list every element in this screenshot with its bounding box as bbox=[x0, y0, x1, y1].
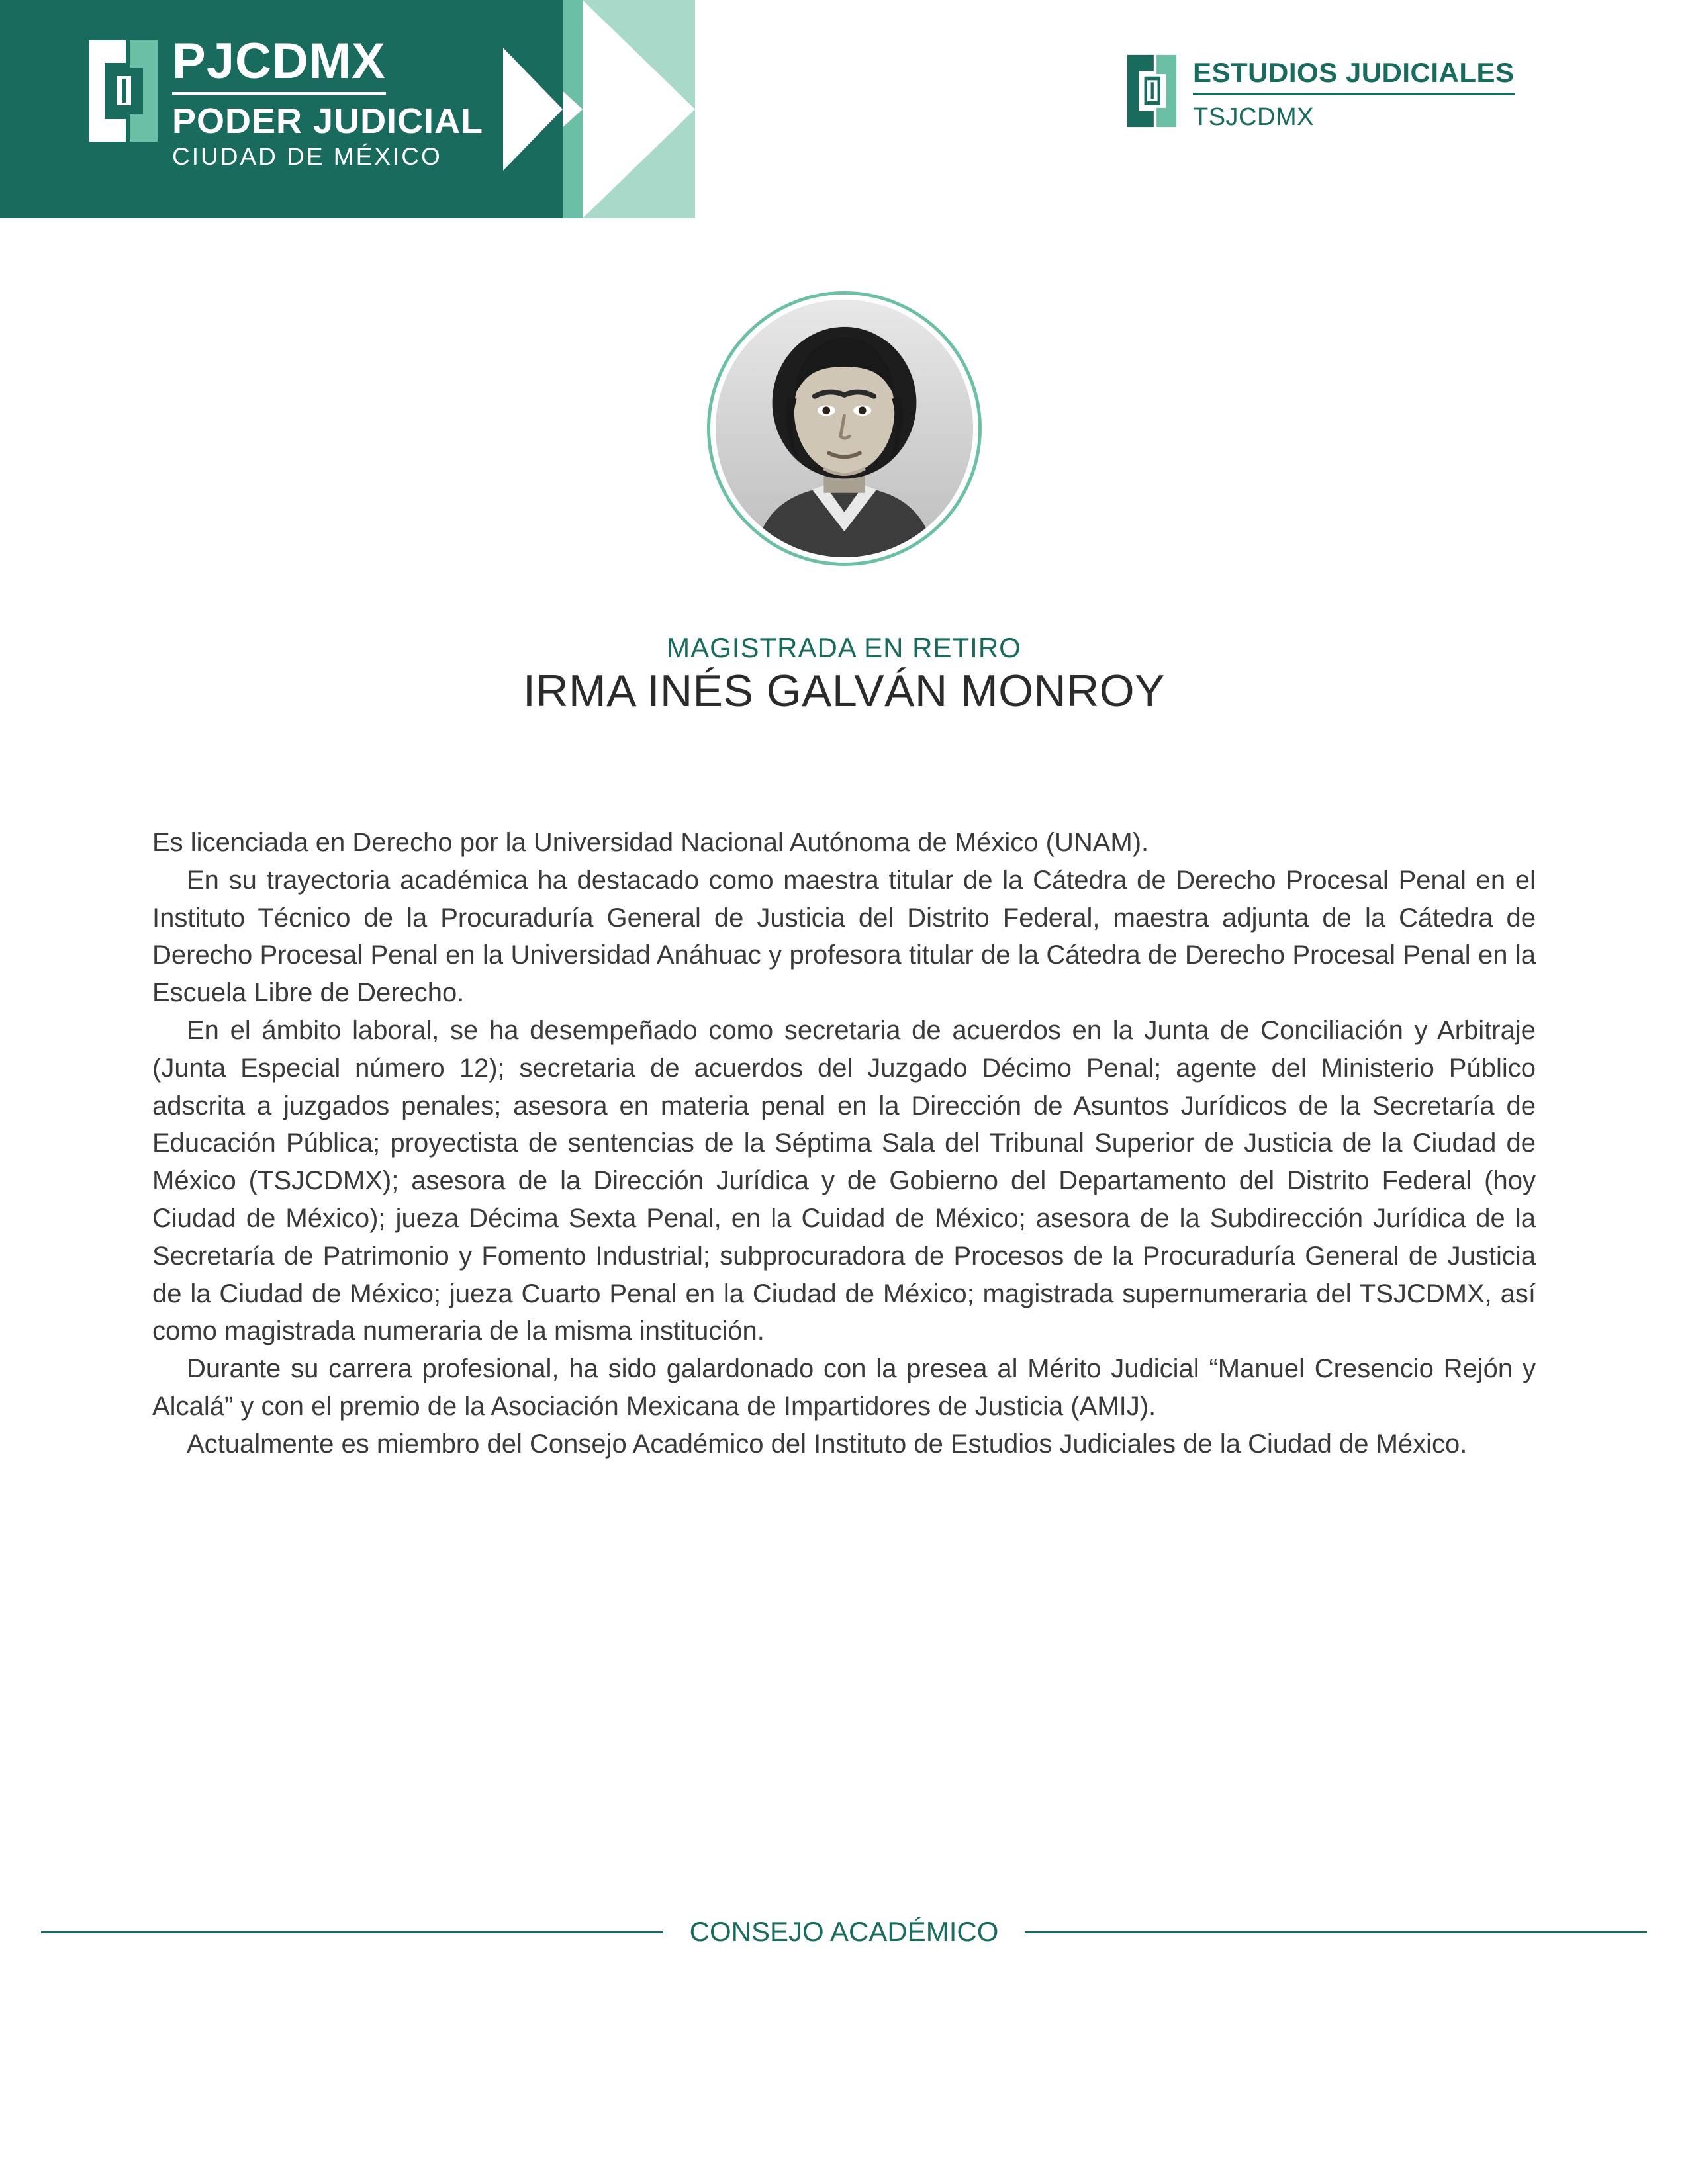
profile-photo-ring bbox=[707, 291, 982, 566]
profile-role: MAGISTRADA EN RETIRO bbox=[667, 632, 1021, 663]
bio-paragraph: Durante su carrera profesional, ha sido galardonado con la presea al Mérito Judicial “Manuel Cresencio Rejón y Alcalá” y con el premio de la Asociación Mexicana de Impartidores de Justicia (AMIJ). bbox=[152, 1354, 1536, 1421]
logo-line2: CIUDAD DE MÉXICO bbox=[172, 143, 442, 170]
page-header bbox=[0, 0, 1688, 218]
avatar bbox=[716, 300, 973, 557]
logo-line1: PODER JUDICIAL bbox=[172, 101, 484, 141]
scales-of-justice-icon bbox=[86, 36, 160, 146]
estudios-subtitle: TSJCDMX bbox=[1193, 103, 1314, 131]
profile-photo-container bbox=[0, 291, 1688, 566]
poder-judicial-logo bbox=[86, 33, 484, 170]
poder-judicial-logo-text bbox=[172, 33, 484, 170]
header-chevron-light bbox=[583, 0, 695, 218]
bio-paragraph: Es licenciada en Derecho por la Universidad Nacional Autónoma de México (UNAM). bbox=[152, 828, 1149, 857]
biography-text bbox=[152, 824, 1536, 1463]
footer-rule-left bbox=[41, 1931, 663, 1933]
logo-acronym: PJCDMX bbox=[172, 36, 386, 95]
estudios-judiciales-logo bbox=[1125, 50, 1515, 132]
bio-paragraph: En su trayectoria académica ha destacado como maestra titular de la Cátedra de Derecho Procesal Penal en el Instituto Técnico de la Procuraduría General de Justicia del Distrito Federal, maestra adjunta de la Cátedra de Derecho Procesal Penal en la Universidad Anáhuac y profesora titular de la Cátedra de Derecho Procesal Penal en la Escuela Libre de Derecho. bbox=[152, 865, 1536, 1008]
bio-paragraph: En el ámbito laboral, se ha desempeñado como secretaria de acuerdos en la Junta de Conciliación y Arbitraje (Junta Especial número 12); secretaria de acuerdos del Juzgado Décimo Penal; agente del Ministerio Público adscrita a juzgados penales; asesora en materia penal en la Dirección de Asuntos Jurídicos de la Secretaría de Educación Pública; proyectista de sentencias de la Séptima Sala del Tribunal Superior de Justicia de la Ciudad de México (TSJCDMX); asesora de la Dirección Jurídica y de Gobierno del Departamento del Distrito Federal (hoy Ciudad de México); jueza Décima Sexta Penal, en la Cuidad de México; asesora de la Subdirección Jurídica de la Secretaría de Patrimonio y Fomento Industrial; subprocuradora de Procesos de la Procuraduría General de Justicia de la Ciudad de México; jueza Cuarto Penal en la Ciudad de México; magistrada supernumeraria del TSJCDMX, así como magistrada numeraria de la misma institución. bbox=[152, 1015, 1536, 1346]
footer-label: CONSEJO ACADÉMICO bbox=[689, 1916, 999, 1947]
estudios-judiciales-text bbox=[1193, 50, 1515, 130]
footer-rule-right bbox=[1025, 1931, 1647, 1933]
page-footer bbox=[0, 1916, 1688, 1948]
scales-of-justice-icon bbox=[1125, 50, 1178, 132]
page-title: IRMA INÉS GALVÁN MONROY bbox=[523, 666, 1165, 716]
estudios-title: ESTUDIOS JUDICIALES bbox=[1193, 59, 1515, 95]
bio-paragraph: Actualmente es miembro del Consejo Académico del Instituto de Estudios Judiciales de la Ciudad de México. bbox=[187, 1429, 1468, 1459]
